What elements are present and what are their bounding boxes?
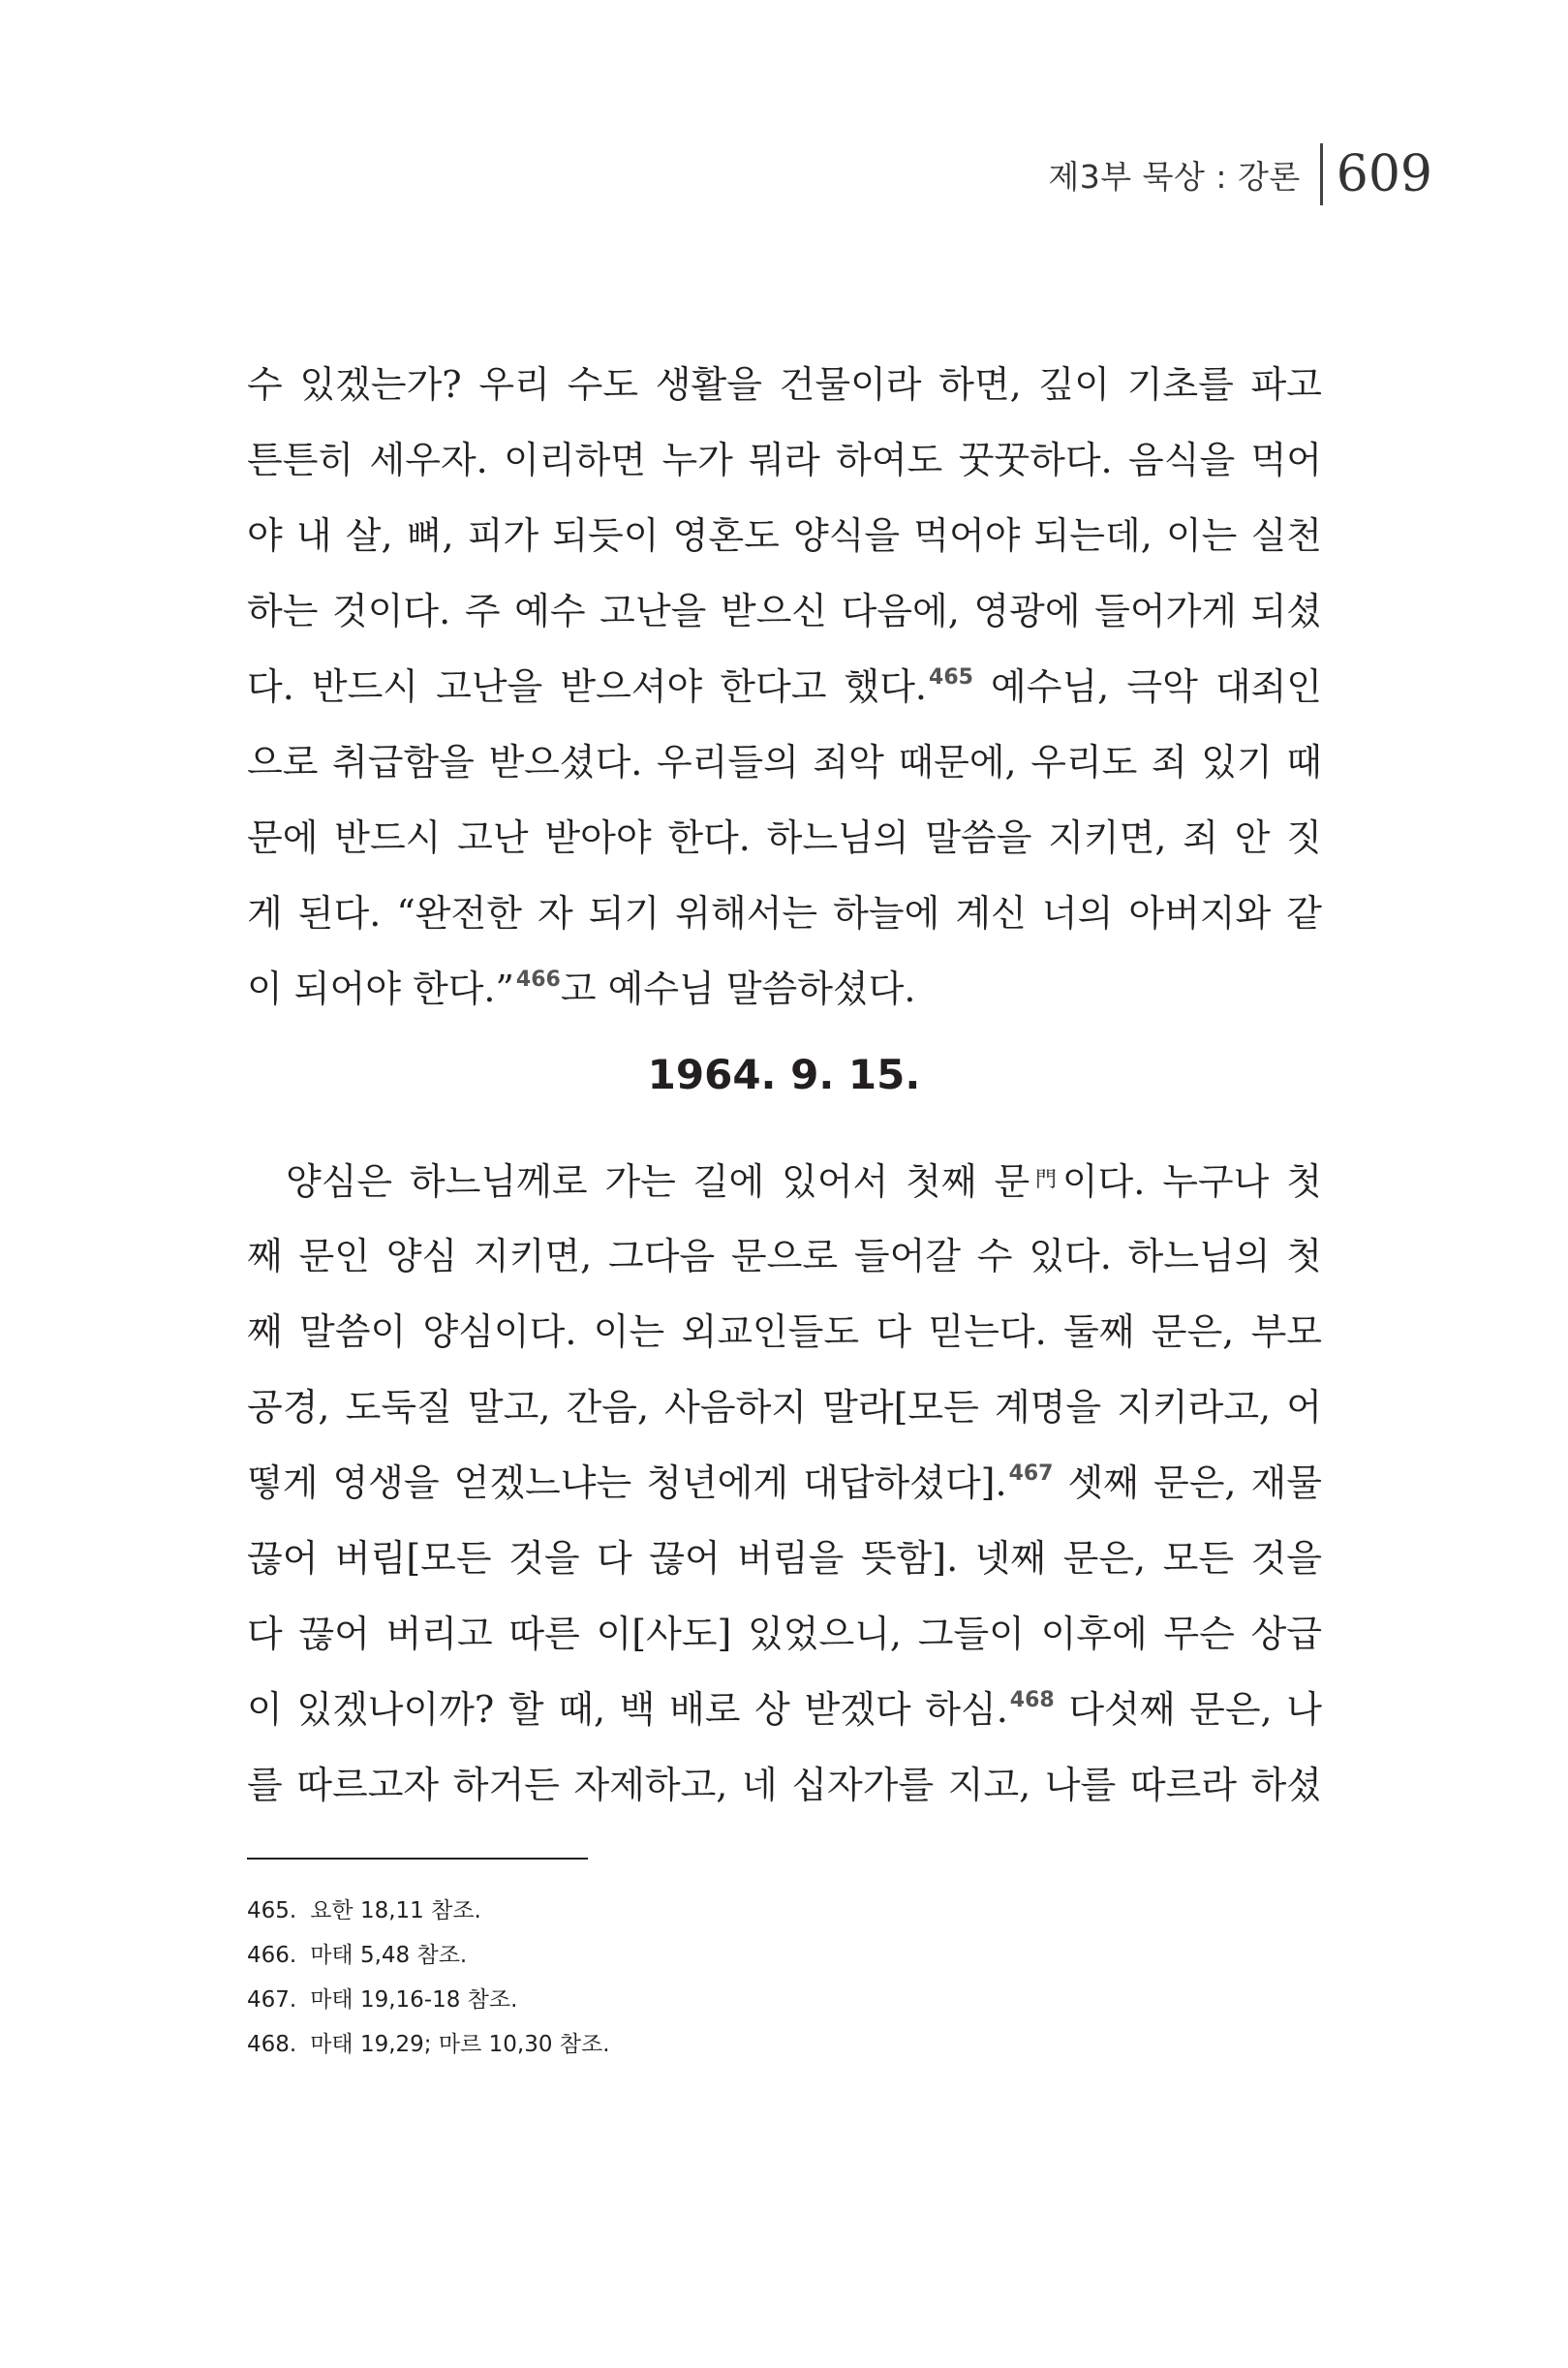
page-number: 609 — [1336, 145, 1432, 203]
footnote-ref-467[interactable]: 467 — [1008, 1461, 1054, 1486]
text-segment: 예수님, 극악 대죄인 — [972, 665, 1323, 708]
text-line — [247, 1143, 1322, 1218]
running-head — [1048, 143, 1432, 205]
text-line: 째 말씀이 양심이다. 이는 외교인들도 다 믿는다. 둘째 문은, 부모 — [247, 1310, 1322, 1353]
text-line: 문에 반드시 고난 받아야 한다. 하느님의 말씀을 지키면, 죄 안 짓 — [247, 816, 1322, 859]
footnote-number: 465. — [247, 1898, 297, 1923]
footnote-item — [247, 2022, 610, 2067]
text-line — [247, 951, 1322, 1027]
text-segment: 이다. 누구나 첫 — [1061, 1160, 1322, 1203]
text-segment: 이 있겠나이까? 할 때, 백 배로 상 받겠다 하심. — [247, 1688, 1008, 1731]
paragraph-continued — [247, 347, 1322, 1027]
text-segment: 다. 반드시 고난을 받으셔야 한다고 했다. — [247, 665, 928, 708]
text-line: 하는 것이다. 주 예수 고난을 받으신 다음에, 영광에 들어가게 되셨 — [247, 590, 1322, 632]
footnote-text: 요한 18,11 참조. — [310, 1898, 481, 1923]
text-line: 끊어 버림[모든 것을 다 끊어 버림을 뜻함]. 넷째 문은, 모든 것을 — [247, 1537, 1322, 1580]
text-segment: 이 되어야 한다.” — [247, 968, 514, 1010]
text-segment: 셋째 문은, 재물 — [1053, 1461, 1322, 1504]
text-line: 공경, 도둑질 말고, 간음, 사음하지 말라[모든 계명을 지키라고, 어 — [247, 1386, 1322, 1429]
footnote-number: 468. — [247, 2032, 297, 2057]
footnote-number: 466. — [247, 1943, 297, 1968]
footnote-item — [247, 1889, 610, 1933]
footnote-number: 467. — [247, 1987, 297, 2013]
footnote-item — [247, 1978, 610, 2022]
text-line: 를 따르고자 하거든 자제하고, 네 십자가를 지고, 나를 따르라 하셨 — [247, 1764, 1322, 1806]
text-line: 째 문인 양심 지키면, 그다음 문으로 들어갈 수 있다. 하느님의 첫 — [247, 1235, 1322, 1277]
footnote-ref-466[interactable]: 466 — [515, 968, 561, 992]
text-line: 튼튼히 세우자. 이리하면 누가 뭐라 하여도 꿋꿋하다. 음식을 먹어 — [247, 439, 1322, 481]
hanja-gloss: 門 — [1030, 1168, 1062, 1192]
text-segment: 양심은 하느님께로 가는 길에 있어서 첫째 문 — [286, 1160, 1030, 1203]
text-line: 야 내 살, 뼈, 피가 되듯이 영혼도 양식을 먹어야 되는데, 이는 실천 — [247, 514, 1322, 557]
running-head-title: 제3부 묵상 : 강론 — [1048, 157, 1301, 196]
footnote-item — [247, 1933, 610, 1978]
footnote-ref-468[interactable]: 468 — [1009, 1688, 1055, 1712]
footnote-ref-465[interactable]: 465 — [929, 665, 973, 690]
text-segment: 고 예수님 말씀하셨다. — [560, 968, 916, 1010]
footnote-separator — [247, 1858, 588, 1860]
footnote-text: 마태 19,16-18 참조. — [310, 1987, 518, 2013]
text-line: 다 끊어 버리고 따른 이[사도] 있었으니, 그들이 이후에 무슨 상급 — [247, 1613, 1322, 1655]
text-line — [247, 649, 1322, 724]
text-line: 수 있겠는가? 우리 수도 생활을 건물이라 하면, 깊이 기초를 파고 — [247, 363, 1322, 406]
text-segment: 다섯째 문은, 나 — [1054, 1688, 1322, 1731]
text-segment: 떻게 영생을 얻겠느냐는 청년에게 대답하셨다]. — [247, 1461, 1007, 1504]
running-head-divider — [1320, 143, 1323, 205]
text-line: 으로 취급함을 받으셨다. 우리들의 죄악 때문에, 우리도 죄 있기 때 — [247, 741, 1322, 784]
footnote-text: 마태 5,48 참조. — [310, 1943, 468, 1968]
paragraph-1964-09-15 — [247, 1143, 1322, 1823]
section-date-heading: 1964. 9. 15. — [647, 1051, 921, 1098]
footnotes — [247, 1889, 610, 2067]
text-line — [247, 1672, 1322, 1747]
text-line: 게 된다. “완전한 자 되기 위해서는 하늘에 계신 너의 아버지와 같 — [247, 892, 1322, 935]
footnote-text: 마태 19,29; 마르 10,30 참조. — [310, 2032, 610, 2057]
text-line — [247, 1445, 1322, 1521]
